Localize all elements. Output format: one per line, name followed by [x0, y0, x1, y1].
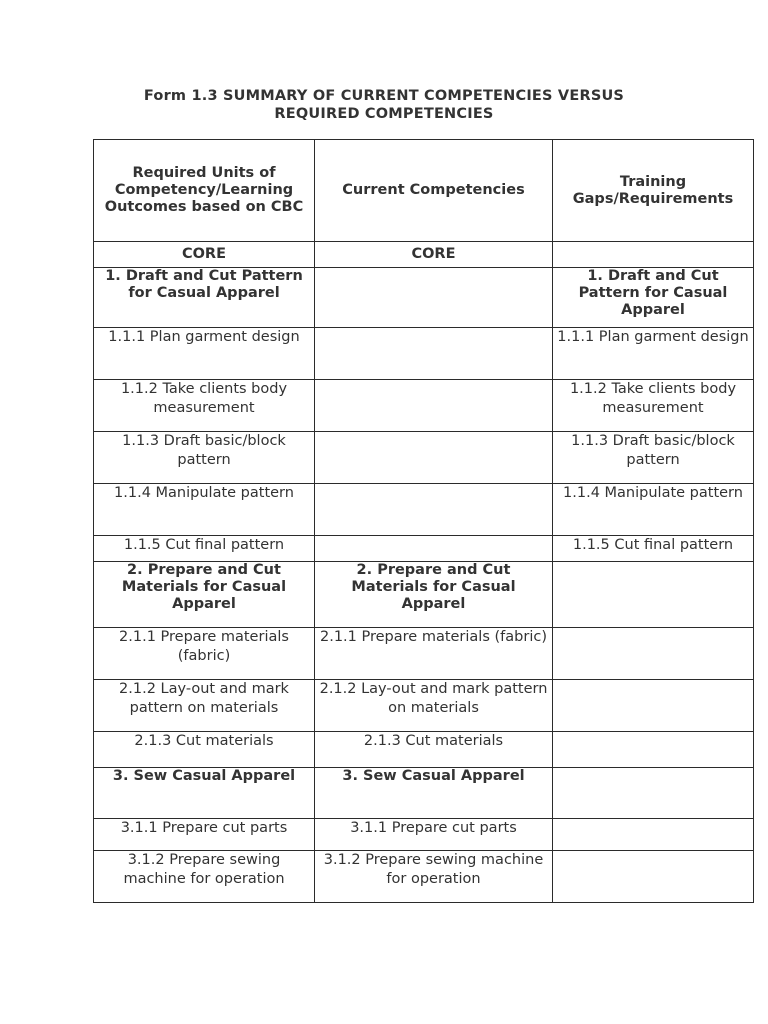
cell-required: 1.1.5 Cut final pattern	[94, 536, 315, 562]
cell-required: 2. Prepare and Cut Materials for Casual Apparel	[94, 562, 315, 628]
cell-current: 2. Prepare and Cut Materials for Casual Apparel	[315, 562, 553, 628]
section-label-current: CORE	[315, 242, 553, 268]
cell-required: 2.1.2 Lay-out and mark pattern on materials	[94, 680, 315, 732]
cell-gap	[553, 562, 754, 628]
table-row	[94, 484, 754, 536]
table-row	[94, 328, 754, 380]
cell-required: 3.1.2 Prepare sewing machine for operation	[94, 851, 315, 903]
header-training-gaps: Training Gaps/Requirements	[553, 140, 754, 242]
table-row-unit-1	[94, 268, 754, 328]
cell-current: 3. Sew Casual Apparel	[315, 768, 553, 819]
cell-gap: 1.1.3 Draft basic/block pattern	[553, 432, 754, 484]
cell-gap: 1.1.5 Cut final pattern	[553, 536, 754, 562]
cell-gap	[553, 680, 754, 732]
cell-gap: 1. Draft and Cut Pattern for Casual Apparel	[553, 268, 754, 328]
cell-gap	[553, 819, 754, 851]
cell-current	[315, 380, 553, 432]
table-row	[94, 380, 754, 432]
form-title	[93, 87, 675, 123]
competency-summary-table	[93, 139, 754, 903]
cell-required: 2.1.3 Cut materials	[94, 732, 315, 768]
table-row	[94, 680, 754, 732]
cell-gap	[553, 628, 754, 680]
cell-required: 3. Sew Casual Apparel	[94, 768, 315, 819]
table-row	[94, 851, 754, 903]
cell-required: 1.1.4 Manipulate pattern	[94, 484, 315, 536]
cell-current: 2.1.2 Lay-out and mark pattern on materials	[315, 680, 553, 732]
table-row-unit-3	[94, 768, 754, 819]
cell-current: 3.1.1 Prepare cut parts	[315, 819, 553, 851]
cell-required: 1.1.2 Take clients body measurement	[94, 380, 315, 432]
cell-current	[315, 268, 553, 328]
cell-current: 2.1.1 Prepare materials (fabric)	[315, 628, 553, 680]
cell-gap	[553, 732, 754, 768]
table-row	[94, 536, 754, 562]
section-label-required: CORE	[94, 242, 315, 268]
cell-required: 1.1.3 Draft basic/block pattern	[94, 432, 315, 484]
cell-gap	[553, 768, 754, 819]
form-title-line-1: Form 1.3 SUMMARY OF CURRENT COMPETENCIES VERSUS	[143, 88, 625, 104]
table-row	[94, 432, 754, 484]
table-row	[94, 819, 754, 851]
cell-current	[315, 432, 553, 484]
table-header-row	[94, 140, 754, 242]
cell-current	[315, 328, 553, 380]
header-current-competencies: Current Competencies	[315, 140, 553, 242]
table-row	[94, 628, 754, 680]
cell-gap: 1.1.1 Plan garment design	[553, 328, 754, 380]
cell-current: 2.1.3 Cut materials	[315, 732, 553, 768]
header-required-units: Required Units of Competency/Learning Outcomes based on CBC	[94, 140, 315, 242]
form-title-line-2: REQUIRED COMPETENCIES	[274, 106, 494, 122]
cell-gap	[553, 851, 754, 903]
cell-gap: 1.1.2 Take clients body measurement	[553, 380, 754, 432]
cell-current	[315, 484, 553, 536]
table-row	[94, 732, 754, 768]
cell-required: 1. Draft and Cut Pattern for Casual Apparel	[94, 268, 315, 328]
cell-required: 1.1.1 Plan garment design	[94, 328, 315, 380]
section-row-core	[94, 242, 754, 268]
cell-required: 3.1.1 Prepare cut parts	[94, 819, 315, 851]
section-label-gaps	[553, 242, 754, 268]
cell-current: 3.1.2 Prepare sewing machine for operation	[315, 851, 553, 903]
table-row-unit-2	[94, 562, 754, 628]
cell-current	[315, 536, 553, 562]
cell-required: 2.1.1 Prepare materials (fabric)	[94, 628, 315, 680]
cell-gap: 1.1.4 Manipulate pattern	[553, 484, 754, 536]
